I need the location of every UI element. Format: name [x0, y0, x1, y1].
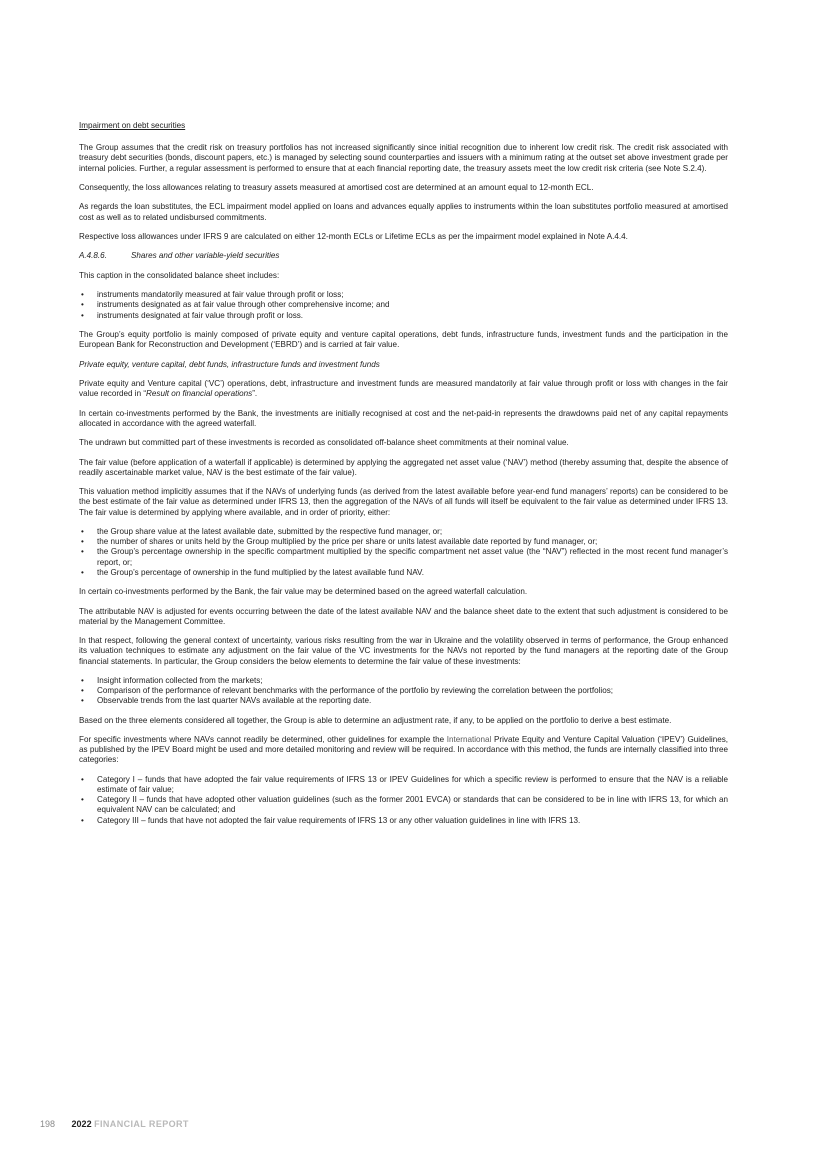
- report-year: 2022: [71, 1119, 92, 1129]
- list-item: • the Group’s percentage ownership in the specific compartment multiplied by the specific compartment net asset value (the “NAV”) reflected in the most recent fund manager’s report, or;: [79, 547, 728, 567]
- section-title: Shares and other variable-yield securities: [131, 251, 280, 261]
- list-item: • Observable trends from the last quarter NAVs available at the reporting date.: [79, 696, 728, 706]
- paragraph: As regards the loan substitutes, the ECL impairment model applied on loans and advances equally applies to instruments within the loan substitutes portfolio measured at amortised cost as well as to related undisbursed commitments.: [79, 202, 728, 222]
- paragraph: [79, 379, 728, 399]
- list-item: • Category III – funds that have not adopted the fair value requirements of IFRS 13 or any other valuation guidelines in line with IFRS 13.: [79, 816, 728, 826]
- paragraph: [79, 735, 728, 766]
- bullet-list: [79, 290, 728, 321]
- text-run-italic: Result on financial operations: [146, 389, 253, 399]
- text-run: Private equity and Venture capital (‘VC’) operations, debt, infrastructure and investment funds are measured mandatorily at fair value through profit or loss with changes in the fair value recorded in “: [79, 378, 728, 399]
- paragraph: The fair value (before application of a waterfall if applicable) is determined by applying the aggregated net asset value (‘NAV’) method (thereby assuming that, despite the absence of readily ascertainable market value, NAV is the best estimate of the fair value).: [79, 457, 728, 477]
- paragraph: In that respect, following the general context of uncertainty, various risks resulting from the war in Ukraine and the volatility observed in terms of performance, the Group enhanced its valuation techniques to estimate any adjustment on the fair value of the VC investments for the NAVs not reported by the fund managers at the reporting date of the Group financial statements. In particular, the Group considers the below elements to determine the fair value of these investments:: [79, 636, 728, 666]
- paragraph: The Group’s equity portfolio is mainly composed of private equity and venture capital operations, debt funds, infrastructure funds, investment funds and the participation in the European Bank for Reconstruction and Development (‘EBRD’) and is carried at fair value.: [79, 329, 728, 350]
- list-item: • Insight information collected from the markets;: [79, 676, 728, 686]
- document-body: [79, 121, 728, 835]
- text-run: Private Equity and Venture Capital Valuation (‘IPEV’) Guidelines, as published by the IPEV Board might be used and more detailed monitoring and review will be required. In accordance with this method, the funds are internally classified into three categories:: [79, 735, 728, 765]
- list-item: • the Group share value at the latest available date, submitted by the respective fund manager, or;: [79, 527, 728, 537]
- bullet-list: [79, 527, 728, 578]
- text-run-highlight: International: [446, 735, 492, 745]
- paragraph: This valuation method implicitly assumes that if the NAVs of underlying funds (as derived from the latest available before year-end fund managers’ reports) can be considered to be the best estimate of the fair value as determined under IFRS 13, then the aggregation of the NAVs of all funds will itself be equivalent to the fair value as determined under IFRS 13. The fair value is determined by applying where available, and in order of priority, either:: [79, 487, 728, 517]
- list-item: • Comparison of the performance of relevant benchmarks with the performance of the portfolio by reviewing the correlation between the portfolios;: [79, 686, 728, 696]
- paragraph: Based on the three elements considered all together, the Group is able to determine an adjustment rate, if any, to be applied on the portfolio to derive a best estimate.: [79, 715, 672, 725]
- text-run: For specific investments where NAVs cannot readily be determined, other guidelines for example the: [79, 735, 447, 745]
- bullet-list: [79, 676, 728, 707]
- bullet-list: [79, 775, 728, 826]
- list-item: • Category II – funds that have adopted other valuation guidelines (such as the former 2001 EVCA) or standards that can be considered to be in line with IFRS 13, for which an equivalent NAV can be calculated; and: [79, 795, 728, 815]
- list-item: • Category I – funds that have adopted the fair value requirements of IFRS 13 or IPEV Guidelines for which a specific review is performed to ensure that the NAV is a reliable estimate of fair value;: [79, 775, 728, 795]
- paragraph: In certain co-investments performed by the Bank, the fair value may be determined based on the agreed waterfall calculation.: [79, 587, 528, 597]
- section-heading-impairment: Impairment on debt securities: [79, 121, 186, 130]
- paragraph: The Group assumes that the credit risk on treasury portfolios has not increased significantly since initial recognition due to inherent low credit risk. The credit risk associated with treasury debt securities (bonds, discount papers, etc.) is managed by selecting sound counterparties and issuers with a minimum rating at the outset set above investment grade per internal policies. Further, a regular assessment is performed to ensure that at each financial reporting date, the treasury assets meet the low credit risk criteria (see Note S.2.4).: [79, 143, 728, 173]
- list-item: • the Group’s percentage of ownership in the fund multiplied by the latest available fund NAV.: [79, 568, 728, 578]
- subheading-private-equity: Private equity, venture capital, debt funds, infrastructure funds and investment funds: [79, 359, 380, 369]
- paragraph: Respective loss allowances under IFRS 9 are calculated on either 12-month ECLs or Lifetime ECLs as per the impairment model explained in Note A.4.4.: [79, 231, 628, 241]
- page-number: 198: [40, 1119, 56, 1129]
- paragraph: This caption in the consolidated balance sheet includes:: [79, 270, 280, 280]
- paragraph: Consequently, the loss allowances relating to treasury assets measured at amortised cost are determined at an amount equal to 12-month ECL.: [79, 183, 594, 192]
- page-footer: [40, 1119, 189, 1129]
- list-item: • instruments mandatorily measured at fair value through profit or loss;: [79, 290, 728, 300]
- section-heading-shares: [79, 251, 728, 261]
- paragraph: The undrawn but committed part of these investments is recorded as consolidated off-balance sheet commitments at their nominal value.: [79, 438, 569, 448]
- list-item: • instruments designated at fair value through profit or loss.: [79, 311, 728, 321]
- paragraph: The attributable NAV is adjusted for events occurring between the date of the latest available NAV and the balance sheet date to the extent that such adjustment is considered to be material by the Management Committee.: [79, 606, 728, 626]
- paragraph: In certain co-investments performed by the Bank, the investments are initially recognised at cost and the net-paid-in represents the drawdowns paid net of any capital repayments allocated in accordance with the agreed waterfall.: [79, 408, 728, 428]
- list-item: • the number of shares or units held by the Group multiplied by the price per share or units latest available date reported by fund manager, or;: [79, 537, 728, 547]
- section-number: A.4.8.6.: [79, 251, 107, 261]
- report-title: FINANCIAL REPORT: [94, 1119, 189, 1129]
- text-run: ”.: [252, 389, 258, 399]
- list-item: • instruments designated as at fair value through other comprehensive income; and: [79, 300, 728, 310]
